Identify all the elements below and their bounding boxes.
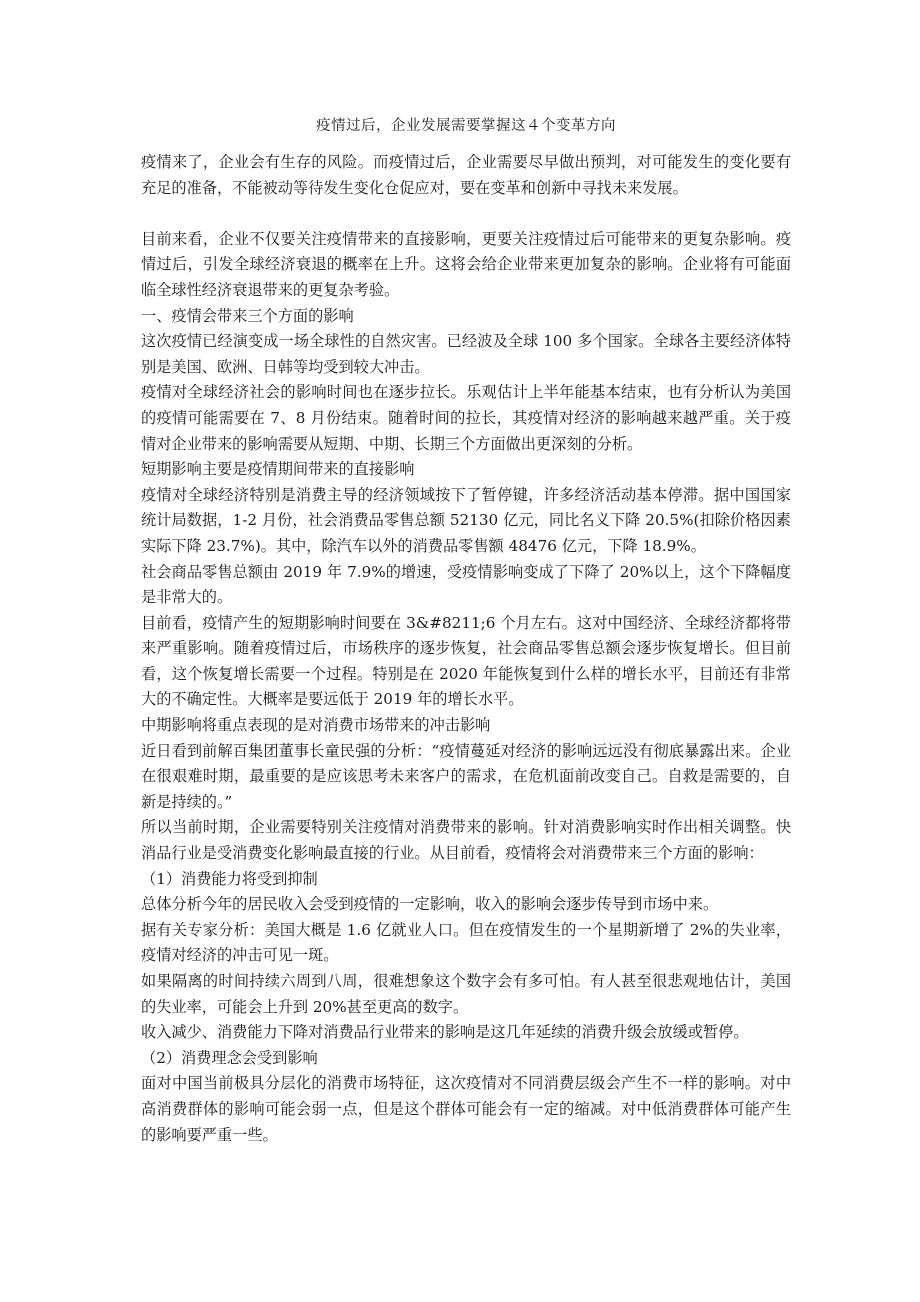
subheading-mid-term: 中期影响将重点表现的是对消费市场带来的冲击影响 xyxy=(141,716,491,735)
paragraph: 总体分析今年的居民收入会受到疫情的一定影响，收入的影响会逐步传导到市场中来。 xyxy=(141,895,719,914)
subheading-consumption-capacity: （1）消费能力将受到抑制 xyxy=(141,869,318,888)
paragraph: 收入减少、消费能力下降对消费品行业带来的影响是这几年延续的消费升级会放缓或暂停。 xyxy=(141,1023,749,1042)
document-title: 疫情过后，企业发展需要掌握这４个变革方向 xyxy=(316,118,616,134)
subheading-consumption-concept: （2）消费理念会受到影响 xyxy=(141,1048,318,1067)
paragraph: 所以当前时期，企业需要特别关注疫情对消费带来的影响。针对消费影响实时作出相关调整。快消品行业是受消费变化影响最直接的行业。从目前看，疫情将会对消费带来三个方面的影响： xyxy=(141,818,791,863)
paragraph: 社会商品零售总额由 2019 年 7.9%的增速，受疫情影响变成了下降了 20%以上，这个下降幅度是非常大的。 xyxy=(141,562,791,607)
paragraph-overview: 目前来看，企业不仅要关注疫情带来的直接影响，更要关注疫情过后可能带来的更复杂影响。疫情过后，引发全球经济衰退的概率在上升。这将会给企业带来更加复杂的影响。企业将有可能面临全球性经济衰退带来的更复杂考验。 xyxy=(141,229,791,299)
section-heading-impacts: 一、疫情会带来三个方面的影响 xyxy=(141,306,354,325)
paragraph: 据有关专家分析：美国大概是 1.6 亿就业人口。但在疫情发生的一个星期新增了 2%的失业率，疫情对经济的冲击可见一斑。 xyxy=(141,920,791,965)
document-page xyxy=(141,116,791,1148)
paragraph: 疫情对全球经济社会的影响时间也在逐步拉长。乐观估计上半年能基本结束，也有分析认为美国的疫情可能需要在 7、8 月份结束。随着时间的拉长，其疫情对经济的影响越来越严重。关于疫情对企业带来的影响需要从短期、中期、长期三个方面做出更深刻的分析。 xyxy=(141,383,791,453)
paragraph-intro: 疫情来了，企业会有生存的风险。而疫情过后，企业需要尽早做出预判，对可能发生的变化要有充足的准备，不能被动等待发生变化仓促应对，要在变革和创新中寻找未来发展。 xyxy=(141,153,791,197)
subheading-short-term: 短期影响主要是疫情期间带来的直接影响 xyxy=(141,460,415,479)
paragraph: 这次疫情已经演变成一场全球性的自然灾害。已经波及全球 100 多个国家。全球各主要经济体特别是美国、欧洲、日韩等均受到较大冲击。 xyxy=(141,332,791,376)
paragraph: 面对中国当前极具分层化的消费市场特征，这次疫情对不同消费层级会产生不一样的影响。对中高消费群体的影响可能会弱一点，但是这个群体可能会有一定的缩减。对中低消费群体可能产生的影响要严重一些。 xyxy=(141,1074,791,1144)
paragraph: 如果隔离的时间持续六周到八周，很难想象这个数字会有多可怕。有人甚至很悲观地估计，美国的失业率，可能会上升到 20%甚至更高的数字。 xyxy=(141,972,791,1016)
paragraph: 目前看，疫情产生的短期影响时间要在 3&#8211;6 个月左右。这对中国经济、全球经济都将带来严重影响。随着疫情过后，市场秩序的逐步恢复，社会商品零售总额会逐步恢复增长。但目前看，这个恢复增长需要一个过程。特别是在 2020 年能恢复到什么样的增长水平，目前还有非常大的不确定性。大概率是要远低于 2019 年的增长水平。 xyxy=(141,613,791,709)
paragraph-quote: 近日看到前解百集团董事长童民强的分析：“疫情蔓延对经济的影响远远没有彻底暴露出来。企业在很艰难时期，最重要的是应该思考未来客户的需求，在危机面前改变自己。自救是需要的，自新是持续的。” xyxy=(141,741,791,811)
paragraph: 疫情对全球经济特别是消费主导的经济领域按下了暂停键，许多经济活动基本停滞。据中国国家统计局数据，1-2 月份，社会消费品零售总额 52130 亿元，同比名义下降 20.5%(扣除价格因素实际下降 23.7%)。其中，除汽车以外的消费品零售额 48476 亿元，下降 18.9%。 xyxy=(141,485,791,555)
